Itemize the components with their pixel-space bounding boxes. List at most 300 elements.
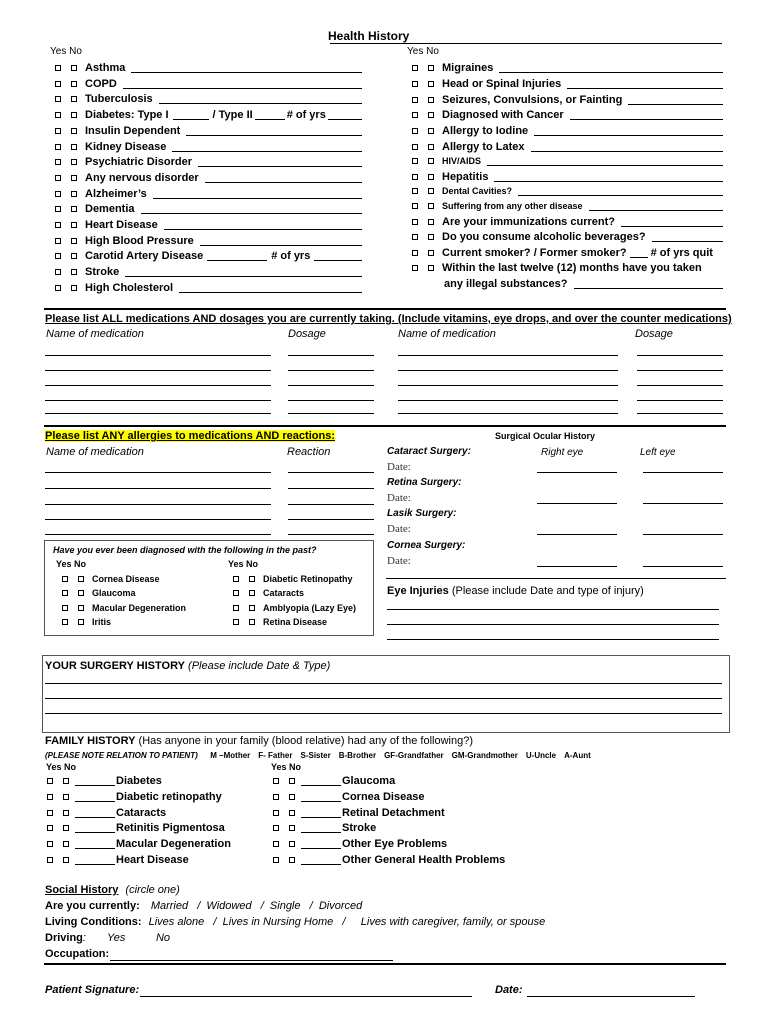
no-checkbox[interactable] xyxy=(71,128,77,134)
eye-injuries-hint: (Please include Date and type of injury) xyxy=(451,585,644,597)
condition-field[interactable] xyxy=(589,201,723,211)
family-row xyxy=(273,822,376,834)
no-checkbox[interactable] xyxy=(249,605,255,611)
family-relations-row xyxy=(45,750,591,760)
allergy-col-name: Name of medication xyxy=(46,446,144,458)
yes-checkbox[interactable] xyxy=(55,253,61,259)
no-checkbox[interactable] xyxy=(428,234,434,240)
living-options[interactable]: Lives alone / Lives in Nursing Home / Lives with caregiver, family, or spouse xyxy=(148,916,546,928)
no-checkbox[interactable] xyxy=(71,144,77,150)
eye-injury-line[interactable] xyxy=(387,609,719,610)
no-checkbox[interactable] xyxy=(428,81,434,87)
condition-row xyxy=(55,93,362,105)
condition-field[interactable] xyxy=(499,63,723,73)
yes-checkbox[interactable] xyxy=(55,191,61,197)
condition-field[interactable] xyxy=(487,156,723,166)
yes-checkbox[interactable] xyxy=(233,590,239,596)
left-eye-field[interactable] xyxy=(643,503,723,504)
surgery-history-title: YOUR SURGERY HISTORY xyxy=(45,660,185,672)
med-col-dosage-right: Dosage xyxy=(635,328,673,340)
yes-checkbox[interactable] xyxy=(412,81,418,87)
condition-field[interactable] xyxy=(628,95,723,105)
family-relation-field[interactable] xyxy=(301,792,341,802)
no-checkbox[interactable] xyxy=(249,619,255,625)
diagnosed-label: Cornea Disease xyxy=(92,574,160,584)
med-dosage-line[interactable] xyxy=(288,413,374,414)
left-eye-field[interactable] xyxy=(643,534,723,535)
med-name-line[interactable] xyxy=(45,400,271,401)
med-dosage-line[interactable] xyxy=(637,370,723,371)
family-condition-label: Glaucoma xyxy=(342,775,396,787)
family-yes-no-left xyxy=(46,762,76,772)
marital-options[interactable]: Married / Widowed / Single / Divorced xyxy=(150,900,363,912)
eye-injury-line[interactable] xyxy=(387,639,719,640)
condition-row xyxy=(412,62,723,74)
med-dosage-line[interactable] xyxy=(637,400,723,401)
allergy-reaction-line[interactable] xyxy=(288,504,374,505)
diagnosed-yes-no-left: Yes No xyxy=(56,559,87,569)
yes-checkbox[interactable] xyxy=(233,605,239,611)
condition-label: Within the last twelve (12) months have you taken xyxy=(442,262,702,274)
condition-field[interactable] xyxy=(125,267,362,277)
allergy-reaction-line[interactable] xyxy=(288,534,374,535)
condition-field[interactable] xyxy=(328,110,362,120)
driving-label: Driving xyxy=(45,932,83,944)
page-title: Health History xyxy=(328,29,410,43)
condition-row xyxy=(55,156,362,168)
yes-checkbox[interactable] xyxy=(273,810,279,816)
yes-checkbox[interactable] xyxy=(55,159,61,165)
no-checkbox[interactable] xyxy=(71,191,77,197)
no-checkbox[interactable] xyxy=(71,159,77,165)
condition-row xyxy=(412,78,723,90)
family-row xyxy=(47,791,222,803)
med-dosage-line[interactable] xyxy=(288,355,374,356)
no-checkbox[interactable] xyxy=(289,841,295,847)
med-name-line[interactable] xyxy=(398,385,618,386)
condition-row xyxy=(55,172,362,184)
yes-checkbox[interactable] xyxy=(47,825,53,831)
occupation-field[interactable] xyxy=(110,960,393,961)
med-name-line[interactable] xyxy=(45,413,271,414)
med-name-line[interactable] xyxy=(398,370,618,371)
allergy-name-line[interactable] xyxy=(45,472,271,473)
diagnosed-label: Diabetic Retinopathy xyxy=(263,574,353,584)
no-checkbox[interactable] xyxy=(71,81,77,87)
condition-row xyxy=(442,278,723,290)
no-checkbox[interactable] xyxy=(289,778,295,784)
yes-checkbox[interactable] xyxy=(55,285,61,291)
no-checkbox[interactable] xyxy=(71,285,77,291)
condition-label: Seizures, Convulsions, or Fainting xyxy=(442,94,623,106)
family-history-title: FAMILY HISTORY xyxy=(45,735,136,747)
condition-row xyxy=(412,186,723,196)
yes-checkbox[interactable] xyxy=(273,825,279,831)
condition-field[interactable] xyxy=(207,251,267,261)
no-checkbox[interactable] xyxy=(71,222,77,228)
condition-label: HIV/AIDS xyxy=(442,156,482,166)
relation-code: M –Mother xyxy=(210,751,251,760)
med-dosage-line[interactable] xyxy=(637,385,723,386)
yes-checkbox[interactable] xyxy=(55,96,61,102)
allergy-name-line[interactable] xyxy=(45,488,271,489)
no-checkbox[interactable] xyxy=(71,253,77,259)
marital-label: Are you currently: xyxy=(45,900,140,912)
condition-field[interactable] xyxy=(255,110,285,120)
condition-field[interactable] xyxy=(314,251,362,261)
condition-field[interactable] xyxy=(164,220,362,230)
family-row xyxy=(47,807,166,819)
driving-row: Driving: Yes No xyxy=(45,932,171,944)
surgery-history-line[interactable] xyxy=(45,683,722,684)
diagnosed-label: Retina Disease xyxy=(263,616,328,627)
yes-checkbox[interactable] xyxy=(412,250,418,256)
no-checkbox[interactable] xyxy=(249,590,255,596)
med-name-line[interactable] xyxy=(45,370,271,371)
diagnosed-row xyxy=(233,588,304,598)
condition-row xyxy=(412,156,723,166)
condition-field[interactable] xyxy=(570,110,723,120)
med-name-line[interactable] xyxy=(398,400,618,401)
condition-label: Psychiatric Disorder xyxy=(85,156,192,169)
yes-checkbox[interactable] xyxy=(62,590,68,596)
condition-field[interactable] xyxy=(205,173,362,183)
no-checkbox[interactable] xyxy=(63,810,69,816)
allergy-name-line[interactable] xyxy=(45,504,271,505)
condition-label: Diabetes: Type I xyxy=(85,109,169,122)
right-eye-field[interactable] xyxy=(537,472,617,473)
family-row xyxy=(47,854,189,866)
condition-field[interactable] xyxy=(153,189,362,199)
no-checkbox[interactable] xyxy=(289,825,295,831)
no-checkbox[interactable] xyxy=(71,175,77,181)
right-eye-field[interactable] xyxy=(537,566,617,567)
family-relation-field[interactable] xyxy=(75,823,115,833)
med-col-name-right: Name of medication xyxy=(398,328,496,340)
relation-code: B-Brother xyxy=(338,751,377,760)
family-row xyxy=(47,775,162,787)
right-eye-label: Right eye xyxy=(541,447,584,458)
left-eye-field[interactable] xyxy=(643,566,723,567)
section-divider xyxy=(44,308,726,310)
family-relation-field[interactable] xyxy=(301,839,341,849)
yes-checkbox[interactable] xyxy=(47,857,53,863)
left-eye-field[interactable] xyxy=(643,472,723,473)
no-checkbox[interactable] xyxy=(63,841,69,847)
relation-code: S-Sister xyxy=(300,751,331,760)
eye-injury-line[interactable] xyxy=(387,624,719,625)
med-col-dosage-left: Dosage xyxy=(288,328,326,340)
yes-checkbox[interactable] xyxy=(55,175,61,181)
no-checkbox[interactable] xyxy=(78,605,84,611)
no-checkbox[interactable] xyxy=(428,265,434,271)
condition-row xyxy=(55,125,362,137)
diagnosed-question: Have you ever been diagnosed with the following in the past? xyxy=(53,545,317,555)
condition-row xyxy=(55,250,362,262)
condition-field[interactable] xyxy=(200,236,362,246)
family-row xyxy=(273,791,425,803)
med-name-line[interactable] xyxy=(45,385,271,386)
no-checkbox[interactable] xyxy=(78,590,84,596)
family-row xyxy=(273,838,447,850)
yes-checkbox[interactable] xyxy=(412,65,418,71)
right-eye-field[interactable] xyxy=(537,503,617,504)
yes-checkbox[interactable] xyxy=(55,238,61,244)
med-name-line[interactable] xyxy=(398,355,618,356)
no-checkbox[interactable] xyxy=(71,206,77,212)
condition-label: Alzheimer’s xyxy=(85,187,147,200)
allergy-name-line[interactable] xyxy=(45,519,271,520)
left-eye-label: Left eye xyxy=(640,447,676,458)
condition-label: Heart Disease xyxy=(85,219,158,231)
no-checkbox[interactable] xyxy=(63,778,69,784)
allergy-col-reaction: Reaction xyxy=(287,446,331,458)
condition-extra: # of yrs xyxy=(286,109,326,122)
family-history-label xyxy=(45,735,473,747)
family-yes-no-right xyxy=(271,762,301,772)
allergy-reaction-line[interactable] xyxy=(288,472,374,473)
relation-code: A-Aunt xyxy=(564,751,591,760)
condition-field[interactable] xyxy=(179,283,362,293)
condition-label: COPD xyxy=(85,77,117,90)
yes-checkbox[interactable] xyxy=(233,576,239,582)
no-checkbox[interactable] xyxy=(289,810,295,816)
living-label: Living Conditions: xyxy=(45,916,142,928)
no-checkbox[interactable] xyxy=(428,97,434,103)
yes-checkbox[interactable] xyxy=(55,128,61,134)
yes-checkbox[interactable] xyxy=(412,219,418,225)
family-relation-field[interactable] xyxy=(75,855,115,865)
allergy-reaction-line[interactable] xyxy=(288,519,374,520)
condition-field[interactable] xyxy=(141,204,362,214)
yes-checkbox[interactable] xyxy=(412,112,418,118)
no-checkbox[interactable] xyxy=(428,188,434,194)
no-checkbox[interactable] xyxy=(78,576,84,582)
condition-label: Suffering from any other disease xyxy=(442,201,583,211)
no-checkbox[interactable] xyxy=(63,857,69,863)
condition-field[interactable] xyxy=(531,142,723,152)
condition-label: Are your immunizations current? xyxy=(442,216,615,228)
yes-checkbox[interactable] xyxy=(412,144,418,150)
condition-label: Current smoker? / Former smoker? xyxy=(442,247,627,259)
diagnosed-row xyxy=(62,617,111,627)
yes-checkbox[interactable] xyxy=(55,222,61,228)
family-relation-field[interactable] xyxy=(75,808,115,818)
yes-checkbox[interactable] xyxy=(55,206,61,212)
family-relation-field[interactable] xyxy=(75,792,115,802)
surgery-history-line[interactable] xyxy=(45,698,722,699)
eye-injuries-title: Eye Injuries xyxy=(387,585,449,597)
diagnosed-yes-no-right: Yes No xyxy=(228,559,259,569)
ocular-date-label: Date: xyxy=(387,492,411,504)
no-checkbox[interactable] xyxy=(71,112,77,118)
condition-label: Dementia xyxy=(85,203,135,216)
med-name-line[interactable] xyxy=(45,355,271,356)
condition-row xyxy=(412,171,723,183)
condition-label: Allergy to Iodine xyxy=(442,125,529,137)
yes-checkbox[interactable] xyxy=(47,810,53,816)
yes-checkbox[interactable] xyxy=(47,794,53,800)
condition-field[interactable] xyxy=(173,110,209,120)
diagnosed-label: Glaucoma xyxy=(92,588,136,599)
condition-field[interactable] xyxy=(567,79,723,89)
patient-signature-field[interactable] xyxy=(140,996,472,997)
condition-label: Any nervous disorder xyxy=(85,171,199,184)
yes-checkbox[interactable] xyxy=(47,778,53,784)
condition-label: Head or Spinal Injuries xyxy=(442,78,562,90)
med-dosage-line[interactable] xyxy=(637,355,723,356)
yes-checkbox[interactable] xyxy=(273,794,279,800)
family-relation-field[interactable] xyxy=(75,776,115,786)
eye-injuries-label xyxy=(387,585,644,597)
yes-checkbox[interactable] xyxy=(412,188,418,194)
condition-label: Tuberculosis xyxy=(85,93,153,106)
condition-row xyxy=(55,203,362,215)
family-condition-label: Retinal Detachment xyxy=(342,806,445,819)
no-checkbox[interactable] xyxy=(428,174,434,180)
yes-checkbox[interactable] xyxy=(412,265,418,271)
condition-row xyxy=(412,201,723,211)
no-checkbox[interactable] xyxy=(428,158,434,164)
surgery-history-line[interactable] xyxy=(45,713,722,714)
condition-row xyxy=(412,216,723,228)
family-condition-label: Diabetic retinopathy xyxy=(116,790,222,803)
ocular-date-label: Date: xyxy=(387,555,411,567)
family-condition-label: Macular Degeneration xyxy=(116,838,231,851)
yes-checkbox[interactable] xyxy=(233,619,239,625)
no-checkbox[interactable] xyxy=(428,144,434,150)
family-condition-label: Other General Health Problems xyxy=(342,854,506,866)
condition-label: Kidney Disease xyxy=(85,140,167,153)
no-checkbox[interactable] xyxy=(428,65,434,71)
condition-field[interactable] xyxy=(172,142,362,152)
condition-field[interactable] xyxy=(534,126,723,136)
no-checkbox[interactable] xyxy=(428,250,434,256)
med-col-name-left: Name of medication xyxy=(46,328,144,340)
yes-checkbox[interactable] xyxy=(412,158,418,164)
no-checkbox[interactable] xyxy=(428,128,434,134)
yes-checkbox[interactable] xyxy=(55,65,61,71)
family-note: (PLEASE NOTE RELATION TO PATIENT) xyxy=(45,751,198,760)
yes-checkbox[interactable] xyxy=(412,128,418,134)
no-checkbox[interactable] xyxy=(289,857,295,863)
yes-checkbox[interactable] xyxy=(55,112,61,118)
yes-label: Yes xyxy=(46,762,62,772)
yes-checkbox[interactable] xyxy=(62,576,68,582)
relation-codes xyxy=(200,751,591,760)
family-condition-label: Retinitis Pigmentosa xyxy=(116,822,225,835)
signature-date-field[interactable] xyxy=(527,996,695,997)
diagnosed-row xyxy=(233,603,356,613)
allergy-name-line[interactable] xyxy=(45,534,271,535)
yes-checkbox[interactable] xyxy=(273,778,279,784)
no-checkbox[interactable] xyxy=(428,112,434,118)
right-eye-field[interactable] xyxy=(537,534,617,535)
no-checkbox[interactable] xyxy=(249,576,255,582)
ocular-surgery-label: Cornea Surgery: xyxy=(387,540,466,551)
med-name-line[interactable] xyxy=(398,413,618,414)
diagnosed-row xyxy=(233,574,353,584)
family-condition-label: Other Eye Problems xyxy=(342,838,448,851)
family-row xyxy=(47,838,231,850)
condition-field[interactable] xyxy=(198,157,362,167)
yes-checkbox[interactable] xyxy=(412,234,418,240)
diagnosed-row xyxy=(62,574,160,584)
no-checkbox[interactable] xyxy=(78,619,84,625)
condition-field[interactable] xyxy=(518,186,723,196)
condition-row xyxy=(412,262,723,274)
condition-field[interactable] xyxy=(159,94,362,104)
condition-field[interactable] xyxy=(123,79,362,89)
allergy-reaction-line[interactable] xyxy=(288,488,374,489)
driving-options[interactable]: Yes No xyxy=(107,932,171,944)
condition-field[interactable] xyxy=(131,63,362,73)
condition-row xyxy=(55,266,362,278)
yes-checkbox[interactable] xyxy=(55,81,61,87)
condition-extra: / Type II xyxy=(212,109,253,122)
no-checkbox[interactable] xyxy=(63,794,69,800)
yes-checkbox[interactable] xyxy=(62,605,68,611)
yes-checkbox[interactable] xyxy=(55,144,61,150)
family-relation-field[interactable] xyxy=(75,839,115,849)
yes-checkbox[interactable] xyxy=(412,97,418,103)
family-relation-field[interactable] xyxy=(301,776,341,786)
diagnosed-label: Amblyopia (Lazy Eye) xyxy=(263,602,357,613)
condition-field[interactable] xyxy=(621,217,723,227)
family-relation-field[interactable] xyxy=(301,823,341,833)
no-checkbox[interactable] xyxy=(71,238,77,244)
no-checkbox[interactable] xyxy=(71,65,77,71)
no-checkbox[interactable] xyxy=(71,269,77,275)
title-rule xyxy=(330,43,722,44)
condition-field[interactable] xyxy=(630,248,648,258)
condition-label: Insulin Dependent xyxy=(85,124,181,137)
condition-field[interactable] xyxy=(494,172,723,182)
med-dosage-line[interactable] xyxy=(288,400,374,401)
signature-date-label: Date: xyxy=(495,984,523,996)
med-dosage-line[interactable] xyxy=(637,413,723,414)
condition-field[interactable] xyxy=(186,126,362,136)
surgery-history-label xyxy=(45,660,330,672)
surgery-history-hint: (Please include Date & Type) xyxy=(188,660,331,672)
family-row xyxy=(273,807,445,819)
family-relation-field[interactable] xyxy=(301,855,341,865)
family-relation-field[interactable] xyxy=(301,808,341,818)
condition-label: High Blood Pressure xyxy=(85,234,194,247)
condition-field[interactable] xyxy=(574,279,724,289)
yes-checkbox[interactable] xyxy=(55,269,61,275)
no-checkbox[interactable] xyxy=(428,203,434,209)
yes-checkbox[interactable] xyxy=(62,619,68,625)
yes-label: Yes xyxy=(271,762,287,772)
condition-row xyxy=(55,62,362,74)
condition-label: High Cholesterol xyxy=(85,281,174,294)
condition-field[interactable] xyxy=(652,232,723,242)
no-checkbox[interactable] xyxy=(289,794,295,800)
yes-checkbox[interactable] xyxy=(273,857,279,863)
yes-checkbox[interactable] xyxy=(412,174,418,180)
yes-checkbox[interactable] xyxy=(273,841,279,847)
yes-checkbox[interactable] xyxy=(47,841,53,847)
no-checkbox[interactable] xyxy=(63,825,69,831)
family-condition-label: Cataracts xyxy=(116,806,167,819)
condition-label: Stroke xyxy=(85,266,120,279)
yes-checkbox[interactable] xyxy=(412,203,418,209)
med-dosage-line[interactable] xyxy=(288,385,374,386)
no-checkbox[interactable] xyxy=(71,96,77,102)
no-checkbox[interactable] xyxy=(428,219,434,225)
med-dosage-line[interactable] xyxy=(288,370,374,371)
